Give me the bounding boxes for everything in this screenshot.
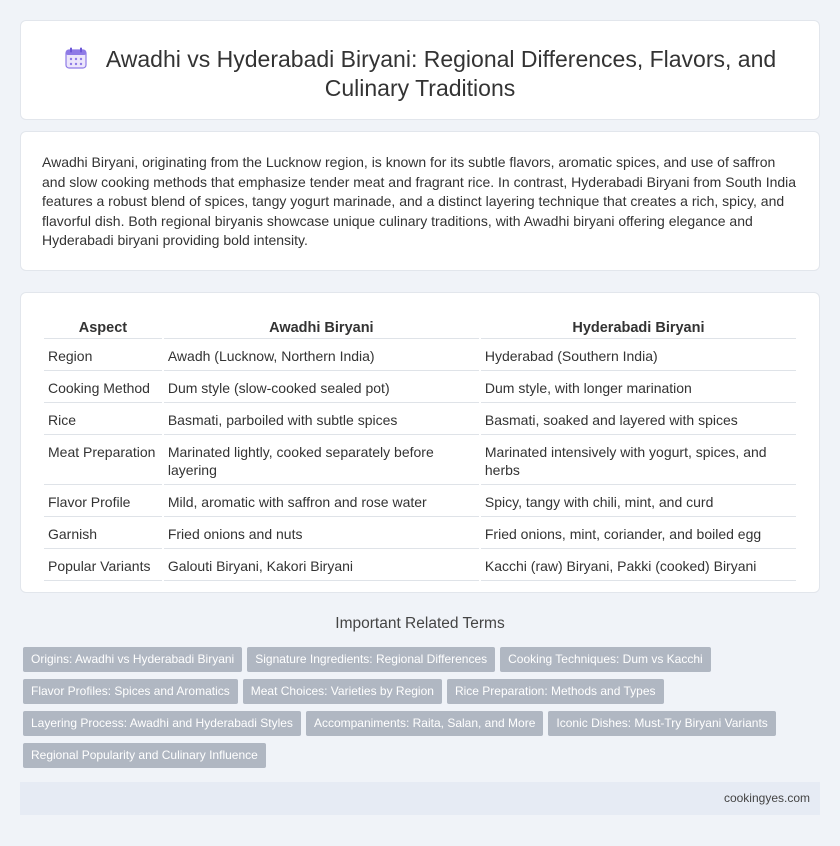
- header-hyderabadi: Hyderabadi Biryani: [481, 316, 796, 339]
- intro-paragraph: Awadhi Biryani, originating from the Lucknow region, is known for its subtle flavors, aromatic spices, and use of saffron and slow cooking methods that emphasize tender meat and fragrant rice. In contrast, Hyderabadi Biryani from South India features a robust blend of spices, tangy yogurt marinade, and a distinct layering technique that creates a rich, spicy, and flavorful dish. Both regional biryanis showcase unique culinary traditions, with Awadhi biryani offering elegance and Hyderabadi biryani providing bold intensity.: [42, 154, 797, 249]
- comparison-table: [42, 314, 798, 583]
- footer-site-link[interactable]: cookingyes.com: [723, 791, 810, 805]
- row-awadhi: Marinated lightly, cooked separately before layering: [164, 437, 479, 485]
- page-title: Awadhi vs Hyderabadi Biryani: Regional Differences, Flavors, and Culinary Traditions: [105, 46, 777, 101]
- header-awadhi: Awadhi Biryani: [164, 316, 479, 339]
- related-term-tag[interactable]: Meat Choices: Varieties by Region: [243, 679, 442, 704]
- intro-card: [20, 131, 820, 271]
- row-hyderabadi: Hyderabad (Southern India): [481, 341, 796, 371]
- page-title-wrap: [21, 45, 819, 103]
- comparison-card: [20, 292, 820, 593]
- table-row: [44, 551, 796, 581]
- row-hyderabadi: Basmati, soaked and layered with spices: [481, 405, 796, 435]
- row-aspect: Cooking Method: [44, 373, 162, 403]
- row-aspect: Meat Preparation: [44, 437, 162, 485]
- table-row: [44, 405, 796, 435]
- row-aspect: Garnish: [44, 519, 162, 549]
- related-term-tag[interactable]: Iconic Dishes: Must-Try Biryani Variants: [548, 711, 775, 736]
- tag-row: [23, 647, 813, 679]
- row-aspect: Popular Variants: [44, 551, 162, 581]
- row-hyderabadi: Fried onions, mint, coriander, and boiled egg: [481, 519, 796, 549]
- table-row: [44, 373, 796, 403]
- tag-row: [23, 679, 813, 711]
- table-row: [44, 487, 796, 517]
- calendar-icon: [64, 46, 88, 70]
- related-term-tag[interactable]: Origins: Awadhi vs Hyderabadi Biryani: [23, 647, 242, 672]
- related-term-tag[interactable]: Layering Process: Awadhi and Hyderabadi Styles: [23, 711, 301, 736]
- row-awadhi: Fried onions and nuts: [164, 519, 479, 549]
- header-aspect: Aspect: [44, 316, 162, 339]
- row-hyderabadi: Spicy, tangy with chili, mint, and curd: [481, 487, 796, 517]
- row-hyderabadi: Marinated intensively with yogurt, spices, and herbs: [481, 437, 796, 485]
- row-awadhi: Basmati, parboiled with subtle spices: [164, 405, 479, 435]
- row-awadhi: Awadh (Lucknow, Northern India): [164, 341, 479, 371]
- row-awadhi: Galouti Biryani, Kakori Biryani: [164, 551, 479, 581]
- row-aspect: Rice: [44, 405, 162, 435]
- header-card: [20, 20, 820, 120]
- row-hyderabadi: Dum style, with longer marination: [481, 373, 796, 403]
- table-row: [44, 341, 796, 371]
- table-row: [44, 437, 796, 485]
- row-hyderabadi: Kacchi (raw) Biryani, Pakki (cooked) Biryani: [481, 551, 796, 581]
- tag-row: [23, 743, 813, 775]
- row-aspect: Region: [44, 341, 162, 371]
- table-row: [44, 519, 796, 549]
- related-term-tag[interactable]: Rice Preparation: Methods and Types: [447, 679, 664, 704]
- row-awadhi: Dum style (slow-cooked sealed pot): [164, 373, 479, 403]
- tag-row: [23, 711, 813, 743]
- table-header-row: [44, 316, 796, 339]
- related-term-tag[interactable]: Accompaniments: Raita, Salan, and More: [306, 711, 543, 736]
- related-term-tag[interactable]: Cooking Techniques: Dum vs Kacchi: [500, 647, 711, 672]
- related-terms-title: Important Related Terms: [335, 615, 505, 632]
- row-awadhi: Mild, aromatic with saffron and rose water: [164, 487, 479, 517]
- related-term-tag[interactable]: Signature Ingredients: Regional Differences: [247, 647, 495, 672]
- footer: [20, 782, 820, 815]
- row-aspect: Flavor Profile: [44, 487, 162, 517]
- related-term-tag[interactable]: Flavor Profiles: Spices and Aromatics: [23, 679, 238, 704]
- related-term-tag[interactable]: Regional Popularity and Culinary Influence: [23, 743, 266, 768]
- related-terms-list: [23, 647, 813, 775]
